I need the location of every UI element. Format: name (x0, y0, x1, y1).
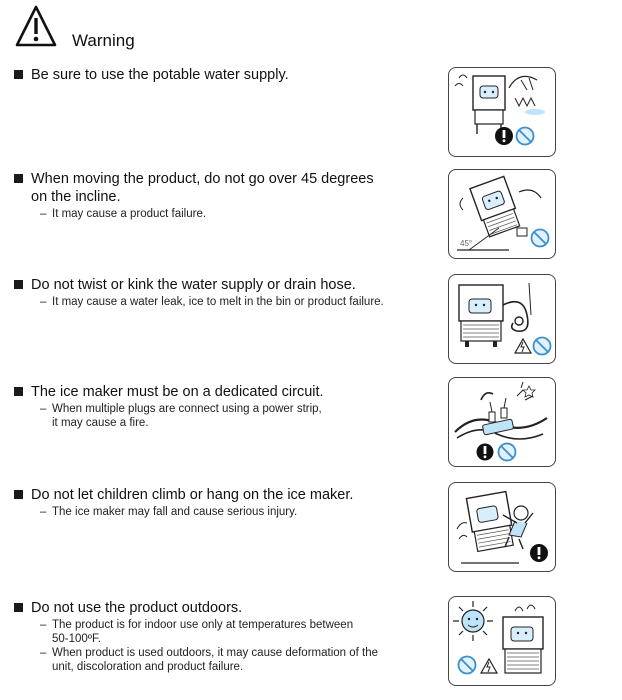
angle-label: 45° (460, 239, 473, 248)
item-text: Do not let children climb or hang on the ice maker. (31, 487, 354, 503)
bullet (14, 387, 23, 396)
item-note: – It may cause a product failure. (40, 208, 207, 220)
ice-maker-tilted-icon (457, 176, 541, 250)
warning-item-potable-water (14, 66, 424, 84)
illustration-outdoors (448, 596, 556, 686)
bullet (14, 280, 23, 289)
child-climbing-icon (457, 492, 533, 563)
warning-header (14, 4, 314, 48)
bullet (14, 70, 23, 79)
illustration-incline (448, 169, 556, 259)
illustration-children (448, 482, 556, 572)
warning-item-incline (14, 170, 424, 221)
ice-maker-outdoors-icon (503, 605, 543, 673)
item-text: The ice maker must be on a dedicated circuit. (31, 384, 324, 400)
mandatory-icon (477, 444, 494, 461)
electric-hazard-icon (515, 339, 531, 353)
bullet (14, 490, 23, 499)
bullet (14, 603, 23, 612)
warning-triangle-icon (14, 4, 58, 48)
item-note: – It may cause a water leak, ice to melt in the bin or product failure. (40, 296, 384, 308)
mandatory-icon (530, 544, 548, 562)
warning-title: Warning (72, 31, 135, 50)
item-note: – The ice maker may fall and cause serious injury. (40, 506, 298, 518)
illustration-potable-water (448, 67, 556, 157)
item-text: Be sure to use the potable water supply. (31, 67, 289, 83)
item-text-line-2: on the incline. (31, 189, 121, 205)
prohibited-icon (517, 128, 534, 145)
power-strip-icon (455, 382, 547, 439)
prohibited-icon (459, 657, 476, 674)
prohibited-icon (534, 338, 551, 355)
warning-item-hose (14, 276, 424, 309)
item-text: Do not use the product outdoors. (31, 600, 243, 616)
ice-maker-splashing-icon (455, 75, 545, 134)
item-note: – When multiple plugs are connect using a power strip, it may cause a fire. (40, 403, 322, 429)
bullet (14, 174, 23, 183)
item-note: – When product is used outdoors, it may cause deformation of the unit, discoloration and product failure. (40, 647, 379, 673)
warning-item-children (14, 486, 424, 519)
illustration-dedicated-circuit (448, 377, 556, 467)
electric-hazard-icon (481, 659, 497, 673)
prohibited-icon (532, 230, 549, 247)
warning-item-outdoors (14, 599, 424, 674)
prohibited-icon (499, 444, 516, 461)
item-text-line-1: When moving the product, do not go over 45 degrees (31, 171, 374, 187)
mandatory-icon (495, 127, 513, 145)
sun-icon (453, 601, 493, 641)
warning-item-dedicated-circuit (14, 383, 424, 430)
item-text: Do not twist or kink the water supply or drain hose. (31, 277, 356, 293)
item-note: – The product is for indoor use only at temperatures between 50-100ºF. (40, 619, 354, 645)
ice-maker-hose-icon (459, 283, 531, 347)
illustration-hose (448, 274, 556, 364)
